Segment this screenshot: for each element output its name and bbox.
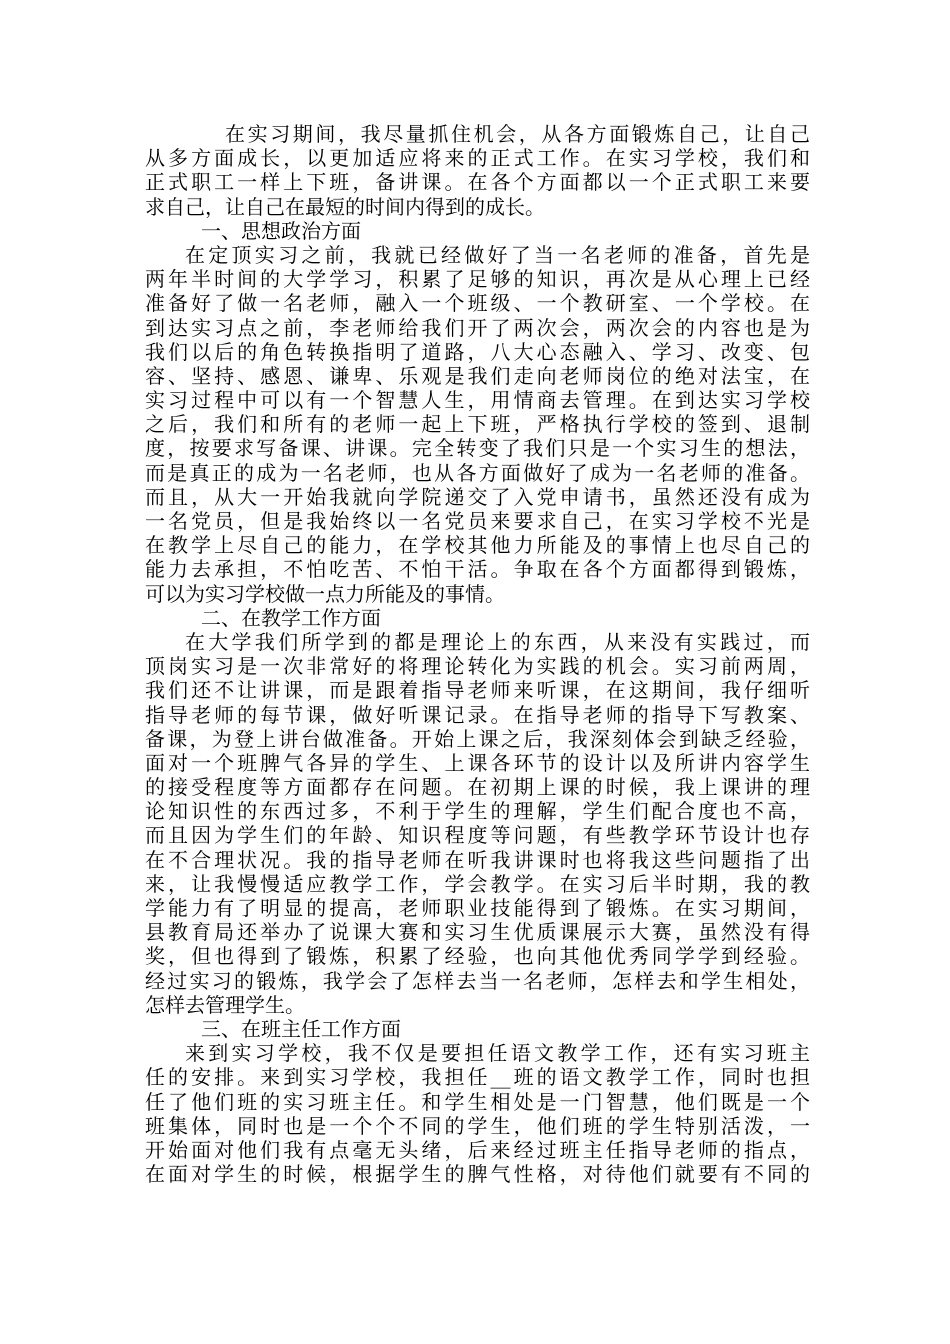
paragraph-line: 度，按要求写备课、讲课。完全转变了我们只是一个实习生的想法， [145,436,810,461]
paragraph-line: 实习过程中可以有一个智慧人生，用情商去管理。在到达实习学校 [145,388,810,413]
paragraph-line: 开始面对他们我有点毫无头绪，后来经过班主任指导老师的指点， [145,1137,810,1162]
paragraph-line: 县教育局还举办了说课大赛和实习生优质课展示大赛，虽然没有得 [145,920,810,945]
paragraph-line: 之后，我们和所有的老师一起上下班，严格执行学校的签到、退制 [145,412,810,437]
section-heading: 一、思想政治方面 [201,218,361,243]
paragraph-line: 到达实习点之前，李老师给我们开了两次会，两次会的内容也是为 [145,315,810,340]
paragraph-line: 我们以后的角色转换指明了道路，八大心态融入、学习、改变、包 [145,339,810,364]
paragraph-line: 论知识性的东西过多，不利于学生的理解，学生们配合度也不高， [145,799,810,824]
paragraph-line: 奖，但也得到了锻炼，积累了经验，也向其他优秀同学学到经验。 [145,944,810,969]
paragraph-line: 来，让我慢慢适应教学工作，学会教学。在实习后半时期，我的教 [145,871,810,896]
paragraph-line: 准备好了做一名老师，融入一个班级、一个教研室、一个学校。在 [145,291,810,316]
paragraph-line: 而且因为学生们的年龄、知识程度等问题，有些教学环节设计也存 [145,823,810,848]
paragraph-line: 容、坚持、感恩、谦卑、乐观是我们走向老师岗位的绝对法宝，在 [145,363,810,388]
paragraph-line: 我们还不让讲课，而是跟着指导老师来听课，在这期间，我仔细听 [145,678,810,703]
paragraph-line: 正式职工一样上下班，备讲课。在各个方面都以一个正式职工来要 [145,170,810,195]
paragraph-line: 求自己，让自己在最短的时间内得到的成长。 [145,194,545,219]
paragraph-line: 任的安排。来到实习学校，我担任__班的语文教学工作，同时也担 [145,1065,810,1090]
paragraph-line: 一名党员，但是我始终以一名党员来要求自己，在实习学校不光是 [145,509,810,533]
paragraph-line: 从多方面成长，以更加适应将来的正式工作。在实习学校，我们和 [145,146,810,171]
paragraph-line: 备课，为登上讲台做准备。开始上课之后，我深刻体会到缺乏经验， [145,726,810,751]
paragraph-line: 两年半时间的大学学习，积累了足够的知识，再次是从心理上已经 [145,267,810,292]
paragraph-line: 顶岗实习是一次非常好的将理论转化为实践的机会。实习前两周， [145,654,810,679]
paragraph-line: 而是真正的成为一名老师，也从各方面做好了成为一名老师的准备。 [145,460,810,485]
paragraph-line: 能力去承担，不怕吃苦、不怕干活。争取在各个方面都得到锻炼， [145,557,810,582]
paragraph-line: 在不合理状况。我的指导老师在听我讲课时也将我这些问题指了出 [145,847,810,872]
paragraph-line: 任了他们班的实习班主任。和学生相处是一门智慧，他们既是一个 [145,1089,810,1114]
paragraph-line: 在实习期间，我尽量抓住机会，从各方面锻炼自己，让自己 [225,122,810,146]
paragraph-line: 在大学我们所学到的都是理论上的东西，从来没有实践过，而 [185,629,810,654]
paragraph-line: 在定顶实习之前，我就已经做好了当一名老师的准备，首先是 [185,242,810,267]
section-heading: 三、在班主任工作方面 [201,1016,401,1041]
paragraph-line: 而且，从大一开始我就向学院递交了入党申请书，虽然还没有成为 [145,484,810,509]
paragraph-line: 指导老师的每节课，做好听课记录。在指导老师的指导下写教案、 [145,702,810,727]
paragraph-line: 在教学上尽自己的能力，在学校其他力所能及的事情上也尽自己的 [145,533,810,558]
paragraph-line: 的接受程度等方面都存在问题。在初期上课的时候，我上课讲的理 [145,775,810,800]
paragraph-line: 经过实习的锻炼，我学会了怎样去当一名老师，怎样去和学生相处， [145,968,810,993]
document-page [145,122,810,1186]
section-heading: 二、在教学工作方面 [201,605,381,630]
paragraph-line: 学能力有了明显的提高，老师职业技能得到了锻炼。在实习期间， [145,896,810,920]
paragraph-line: 怎样去管理学生。 [145,992,305,1017]
paragraph-line: 可以为实习学校做一点力所能及的事情。 [145,581,505,606]
paragraph-line: 班集体，同时也是一个个不同的学生，他们班的学生特别活泼，一 [145,1113,810,1138]
paragraph-line: 面对一个班脾气各异的学生、上课各环节的设计以及所讲内容学生 [145,750,810,775]
paragraph-line: 在面对学生的时候，根据学生的脾气性格，对待他们就要有不同的 [145,1162,810,1187]
paragraph-line: 来到实习学校，我不仅是要担任语文教学工作，还有实习班主 [185,1041,810,1066]
